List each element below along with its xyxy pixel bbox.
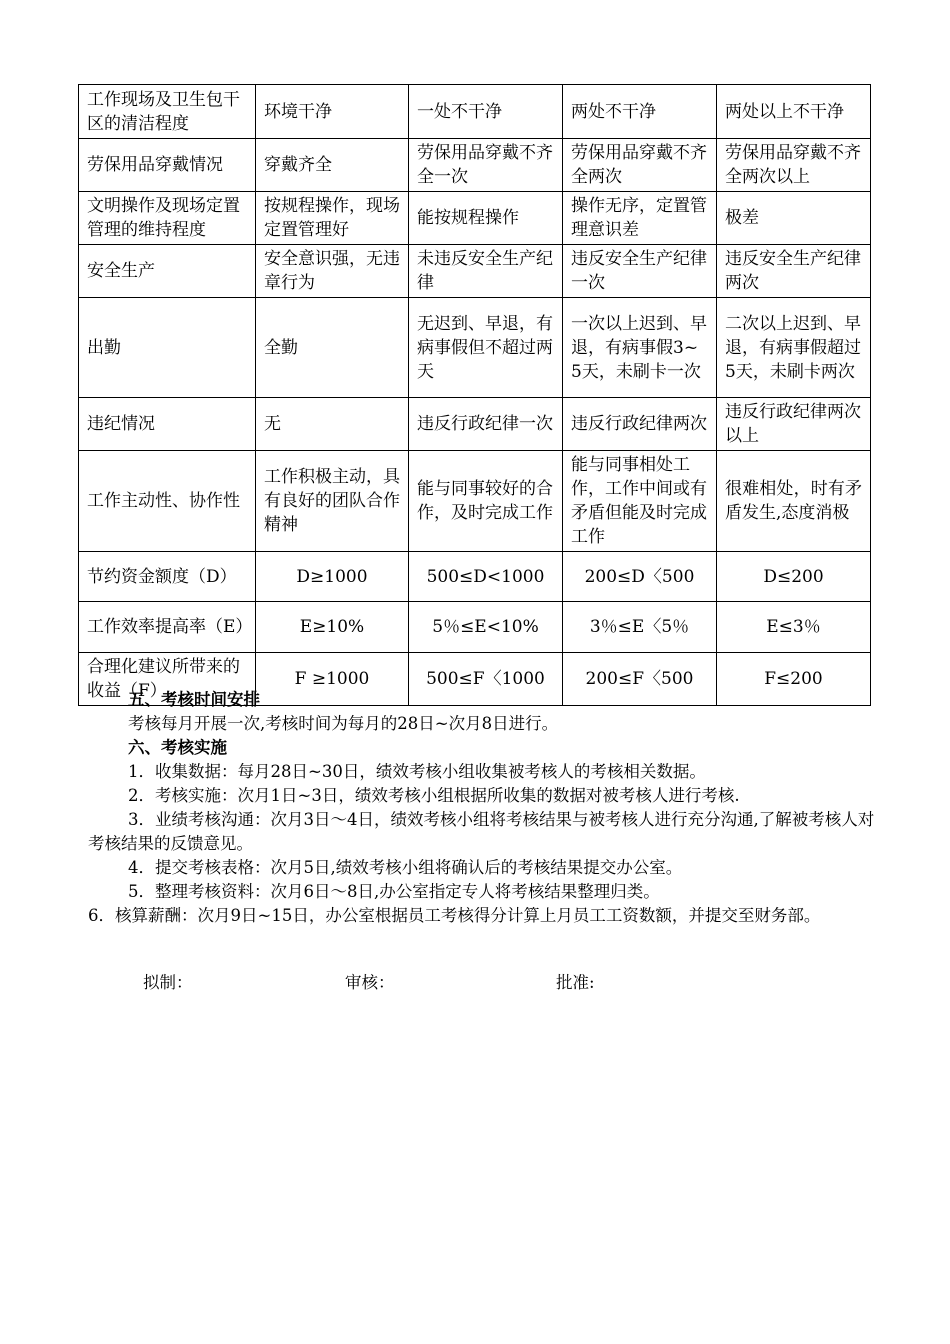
- draft-label: 拟制：: [143, 973, 193, 992]
- table-cell: 很难相处，时有矛盾发生,态度消极: [717, 451, 871, 552]
- table-cell: 违反安全生产纪律两次: [717, 245, 871, 298]
- table-cell: E≤3％: [717, 602, 871, 653]
- table-cell: F≤200: [717, 653, 871, 706]
- table-cell: 一次以上迟到、早退，有病事假3~5天，未刷卡一次: [563, 298, 717, 398]
- list-item: 5．整理考核资料：次月6日～8日,办公室指定专人将考核结果整理归类。: [128, 882, 660, 901]
- table-cell: 500≤D<1000: [409, 552, 563, 602]
- table-cell: 节约资金额度（D）: [79, 552, 256, 602]
- table-cell: 无迟到、早退，有病事假但不超过两天: [409, 298, 563, 398]
- table-cell: 二次以上迟到、早退，有病事假超过5天，未刷卡两次: [717, 298, 871, 398]
- list-item: 2．考核实施：次月1日~3日，绩效考核小组根据所收集的数据对被考核人进行考核.: [128, 786, 740, 805]
- table-cell: 工作现场及卫生包干区的清洁程度: [79, 85, 256, 139]
- table-cell: 500≤F〈1000: [409, 653, 563, 706]
- table-row: [79, 245, 871, 298]
- section-heading: 六、考核实施: [128, 738, 227, 757]
- table-cell: 全勤: [256, 298, 409, 398]
- table-cell: 无: [256, 398, 409, 451]
- table-cell: 工作积极主动，具有良好的团队合作精神: [256, 451, 409, 552]
- table-cell: 安全生产: [79, 245, 256, 298]
- table-cell: 200≤F〈500: [563, 653, 717, 706]
- table-cell: D≥1000: [256, 552, 409, 602]
- table-cell: 能与同事较好的合作，及时完成工作: [409, 451, 563, 552]
- table-cell: 劳保用品穿戴不齐全两次: [563, 139, 717, 192]
- table-cell: 工作效率提高率（E）: [79, 602, 256, 653]
- table-cell: 3％≤E〈5％: [563, 602, 717, 653]
- list-item: 3．业绩考核沟通：次月3日～4日，绩效考核小组将考核结果与被考核人进行充分沟通,了解被考核人对考核结果的反馈意见。: [88, 810, 875, 853]
- table-cell: 合理化建议所带来的收益（F）: [79, 653, 256, 706]
- table-cell: 5％≤E<10%: [409, 602, 563, 653]
- table-row: [79, 398, 871, 451]
- table-cell: 200≤D〈500: [563, 552, 717, 602]
- table-row: [79, 451, 871, 552]
- review-label: 审核：: [345, 973, 395, 992]
- signature-line: [0, 971, 950, 995]
- table-cell: 违反安全生产纪律一次: [563, 245, 717, 298]
- table-cell: F ≥1000: [256, 653, 409, 706]
- assessment-criteria-table: [78, 84, 871, 706]
- table-row: [79, 552, 871, 602]
- table-cell: 文明操作及现场定置管理的维持程度: [79, 192, 256, 245]
- table-cell: 违纪情况: [79, 398, 256, 451]
- table-cell: 穿戴齐全: [256, 139, 409, 192]
- table-cell: E≥10%: [256, 602, 409, 653]
- table-cell: 违反行政纪律一次: [409, 398, 563, 451]
- table-cell: 安全意识强，无违章行为: [256, 245, 409, 298]
- table-cell: 违反行政纪律两次以上: [717, 398, 871, 451]
- table-cell: 劳保用品穿戴情况: [79, 139, 256, 192]
- table-row: [79, 192, 871, 245]
- table-cell: 能按规程操作: [409, 192, 563, 245]
- table-cell: 违反行政纪律两次: [563, 398, 717, 451]
- table-cell: 劳保用品穿戴不齐全两次以上: [717, 139, 871, 192]
- section-heading: 五、考核时间安排: [128, 690, 260, 709]
- table-cell: 一处不干净: [409, 85, 563, 139]
- list-item: 1．收集数据：每月28日~30日，绩效考核小组收集被考核人的考核相关数据。: [128, 762, 706, 781]
- table-cell: 两处以上不干净: [717, 85, 871, 139]
- document-body: [88, 688, 878, 928]
- table-cell: 环境干净: [256, 85, 409, 139]
- table-cell: 能与同事相处工作，工作中间或有矛盾但能及时完成工作: [563, 451, 717, 552]
- table-row: [79, 298, 871, 398]
- table-cell: 工作主动性、协作性: [79, 451, 256, 552]
- table-row: [79, 85, 871, 139]
- table-row: [79, 602, 871, 653]
- table-row: [79, 139, 871, 192]
- table-cell: 极差: [717, 192, 871, 245]
- table-cell: 按规程操作，现场定置管理好: [256, 192, 409, 245]
- table-cell: 出勤: [79, 298, 256, 398]
- table-cell: 劳保用品穿戴不齐全一次: [409, 139, 563, 192]
- table-cell: 未违反安全生产纪律: [409, 245, 563, 298]
- approve-label: 批准:: [556, 973, 595, 992]
- paragraph: 考核每月开展一次,考核时间为每月的28日~次月8日进行。: [128, 714, 559, 733]
- list-item: 6．核算薪酬：次月9日~15日，办公室根据员工考核得分计算上月员工工资数额，并提交至财务部。: [88, 906, 821, 925]
- list-item: 4．提交考核表格：次月5日,绩效考核小组将确认后的考核结果提交办公室。: [128, 858, 683, 877]
- table-cell: 两处不干净: [563, 85, 717, 139]
- table-cell: 操作无序，定置管理意识差: [563, 192, 717, 245]
- table-cell: D≤200: [717, 552, 871, 602]
